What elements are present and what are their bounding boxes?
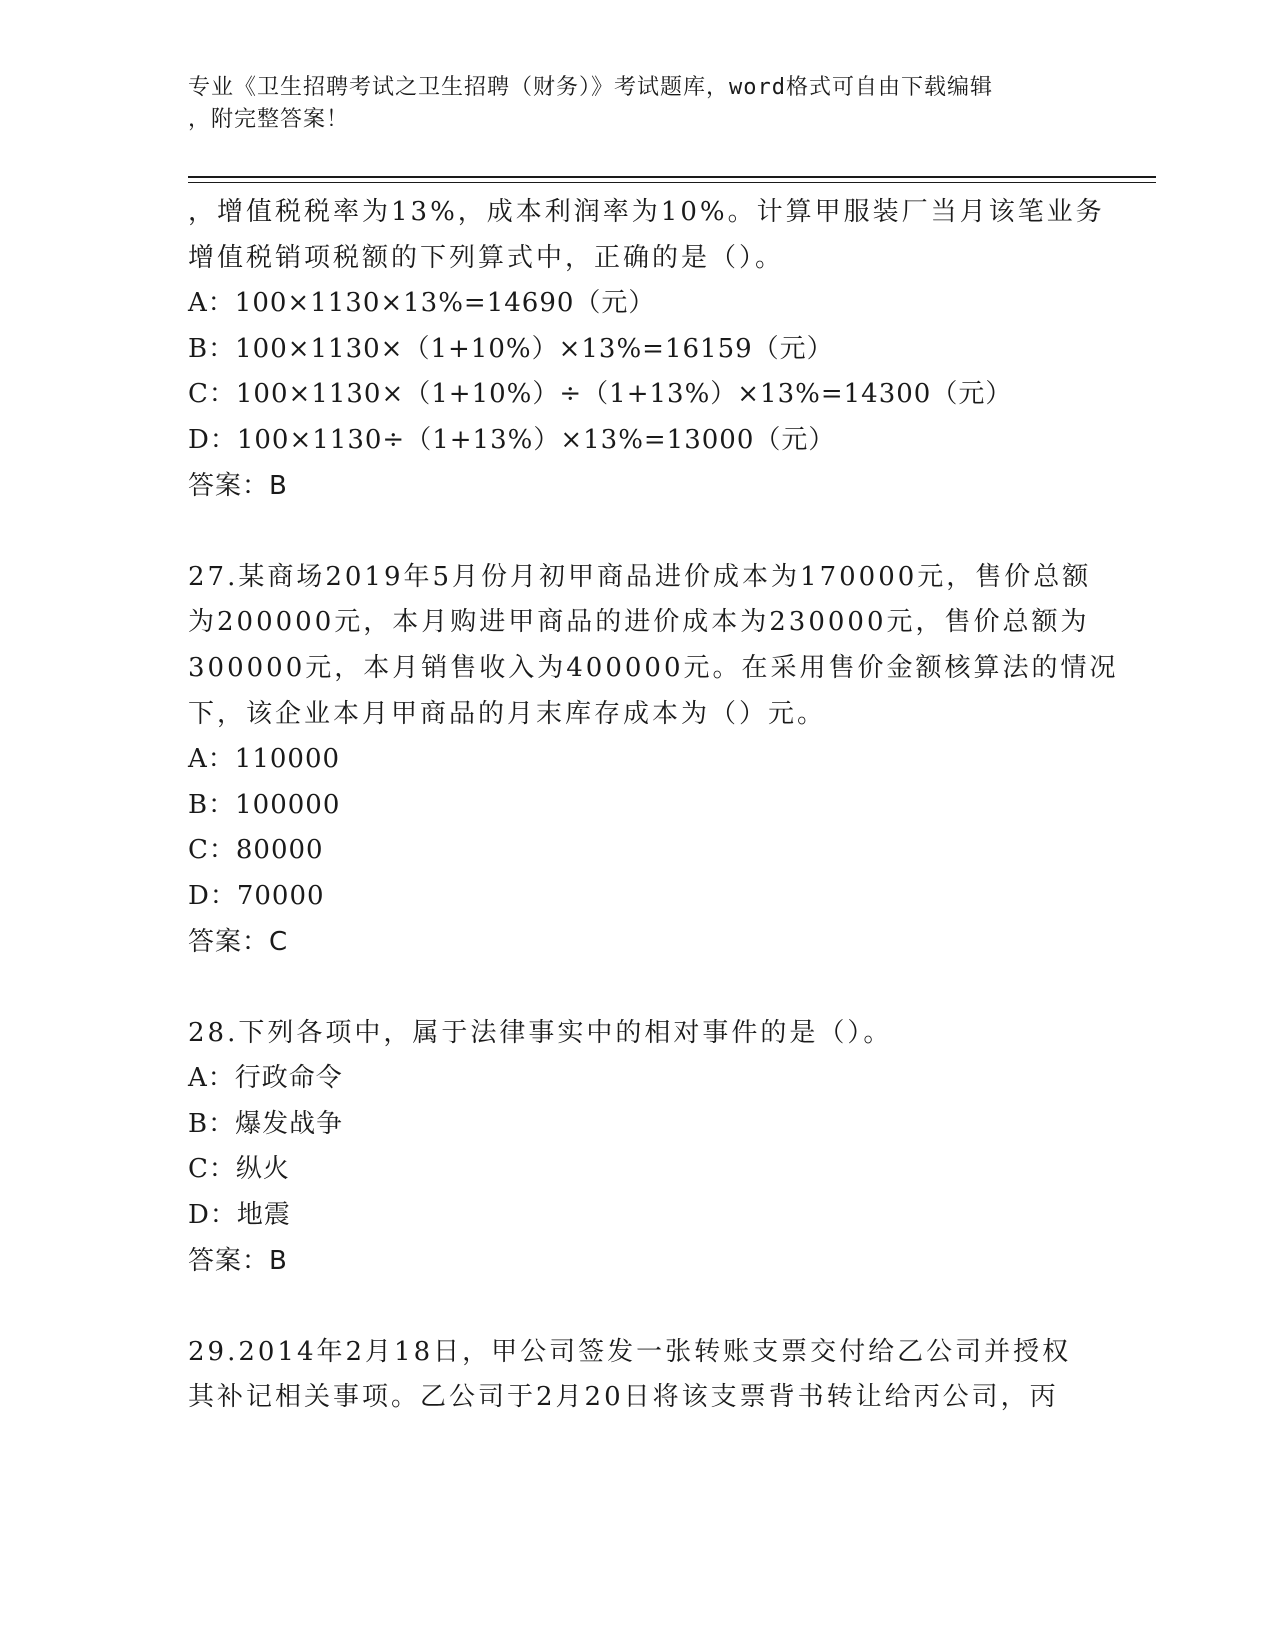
option-c: C：100×1130×（1+10%）÷（1+13%）×13%=14300（元） <box>188 379 1013 410</box>
question-28 <box>188 1011 1148 1285</box>
option-b: B：100000 <box>188 789 341 820</box>
answer: 答案：B <box>188 1245 288 1276</box>
option-d: D：100×1130÷（1+13%）×13%=13000（元） <box>188 424 836 455</box>
question-stem-line: 下，该企业本月甲商品的月末库存成本为（）元。 <box>188 698 827 729</box>
option-c: C：80000 <box>188 835 324 866</box>
question-stem-line: ，增值税税率为13%，成本利润率为10%。计算甲服装厂当月该笔业务 <box>188 197 1105 227</box>
option-c: C：纵火 <box>188 1154 290 1185</box>
question-26 <box>188 190 1148 509</box>
option-d: D：地震 <box>188 1200 291 1231</box>
answer: 答案：C <box>188 926 289 957</box>
option-a: A：行政命令 <box>188 1063 343 1094</box>
document-body <box>188 190 1148 1421</box>
question-stem-line: 29.2014年2月18日，甲公司签发一张转账支票交付给乙公司并授权 <box>188 1336 1072 1367</box>
question-stem-line: 增值税销项税额的下列算式中，正确的是（）。 <box>188 242 785 273</box>
header-line-2: ，附完整答案！ <box>188 107 350 132</box>
question-stem-line: 300000元，本月销售收入为400000元。在采用售价金额核算法的情况 <box>188 652 1119 683</box>
question-stem-line: 27.某商场2019年5月份月初甲商品进价成本为170000元，售价总额 <box>188 561 1092 592</box>
header-divider <box>188 176 1156 178</box>
question-27 <box>188 555 1148 965</box>
option-b: B：100×1130×（1+10%）×13%=16159（元） <box>188 333 834 364</box>
option-b: B：爆发战争 <box>188 1108 344 1139</box>
answer: 答案：B <box>188 470 288 501</box>
header-line-1: 专业《卫生招聘考试之卫生招聘（财务）》考试题库，word格式可自由下载编辑 <box>188 75 993 100</box>
option-a: A：110000 <box>188 744 341 775</box>
question-stem-line: 其补记相关事项。乙公司于2月20日将该支票背书转让给丙公司，丙 <box>188 1382 1059 1413</box>
header-divider-thin <box>188 182 1156 183</box>
question-stem-line: 28.下列各项中，属于法律事实中的相对事件的是（）。 <box>188 1017 893 1048</box>
question-29 <box>188 1330 1148 1421</box>
page-header <box>188 72 1088 136</box>
option-d: D：70000 <box>188 880 325 911</box>
option-a: A：100×1130×13%=14690（元） <box>188 288 656 319</box>
question-stem-line: 为200000元，本月购进甲商品的进价成本为230000元，售价总额为 <box>188 607 1090 638</box>
